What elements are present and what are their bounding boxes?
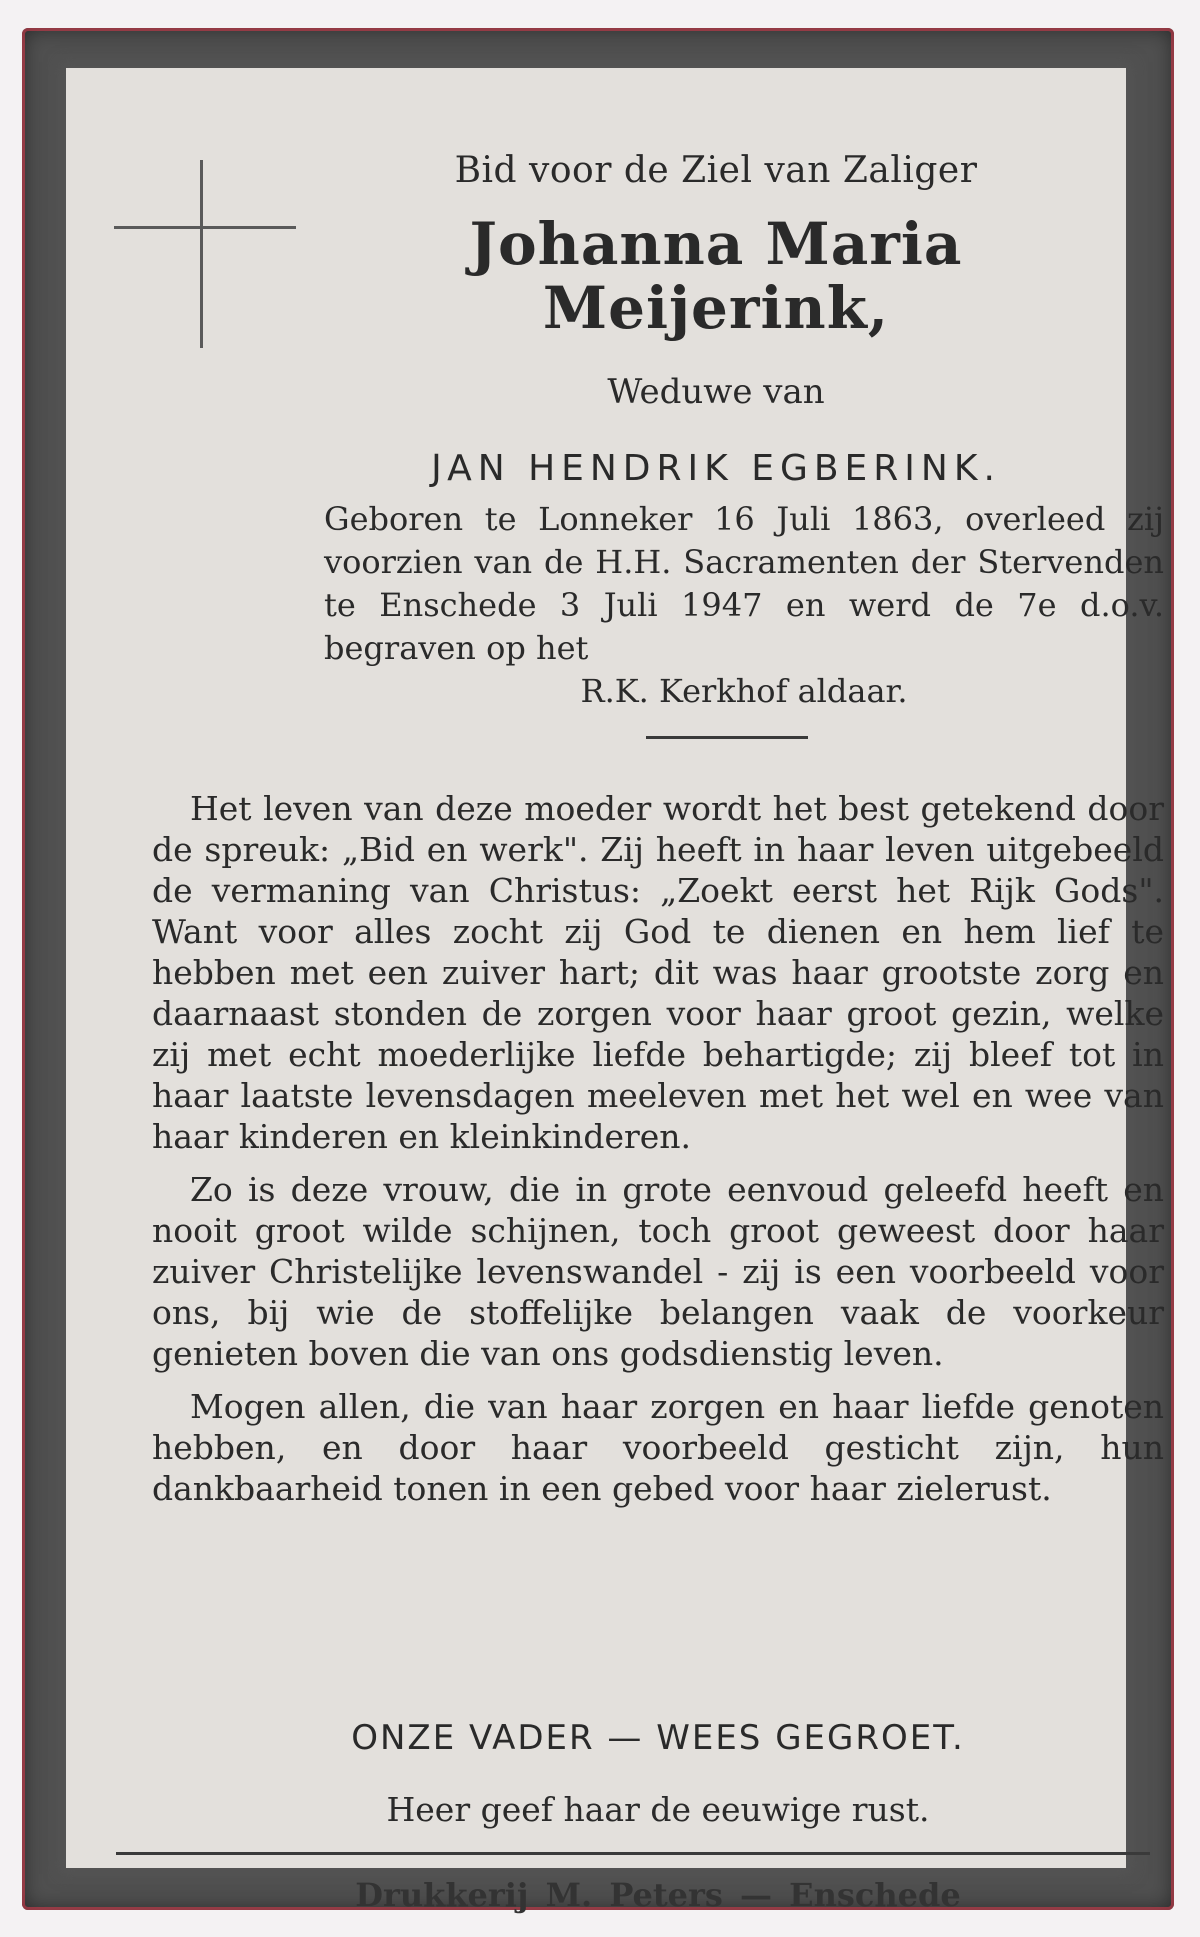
eulogy-paragraph: Het leven van deze moeder wordt het best getekend door de spreuk: „Bid en werk". Zij heeft in haar leven uitgebeeld de vermaning van Christus: „Zoekt eerst het Rijk Gods". Want voor alles zocht zij God te dienen en hem lief te hebben met een zuiver hart; dit was haar grootste zorg en daarnaast stonden de zorgen voor haar groot gezin, welke zij met echt moederlijke liefde behartigde; zij bleef tot in haar laatste levensdagen meeleven met het wel en wee van haar kinderen en kleinkinderen. [152,789,1164,1156]
birth-death-details [324,498,1164,713]
eulogy-text [152,788,1164,1521]
cross-icon-horizontal [114,226,296,229]
printer-credit: Drukkerij M. Peters — Enschede [355,1876,961,1914]
birth-death-text: Geboren te Lonneker 16 Juli 1863, overleed zij voorzien van de H.H. Sacramenten der Stervenden te Enschede 3 Juli 1947 en werd de 7e d.o.v. begraven op het [324,500,1164,667]
footer-divider [116,1852,1150,1855]
eternal-rest-line: Heer geef haar de eeuwige rust. [386,1790,930,1829]
memorial-card-frame [22,28,1174,1914]
memorial-card [66,68,1164,1914]
cross-icon-vertical [200,160,203,348]
prayer-line: Bid voor de Ziel van Zaliger [454,150,978,191]
widow-of-label: Weduwe van [607,372,825,413]
burial-place: R.K. Kerkhof aldaar. [580,672,908,710]
eulogy-paragraph: Zo is deze vrouw, die in grote eenvoud geleefd heeft en nooit groot wilde schijnen, toch groot geweest door haar zuiver Christelijke levenswandel - zij is een voorbeeld voor ons, bij wie de stoffelijke belangen vaak de voorkeur genieten boven die van ons godsdienstig leven. [152,1170,1164,1373]
closing-prayer: ONZE VADER — WEES GEGROET. [351,1718,965,1758]
card-header [286,148,1146,490]
eulogy-paragraph: Mogen allen, die van haar zorgen en haar liefde genoten hebben, en door haar voorbeeld gesticht zijn, hun dankbaarheid tonen in een gebed voor haar zielerust. [152,1387,1164,1508]
husband-name: JAN HENDRIK EGBERINK. [431,448,1001,490]
section-divider [646,736,808,739]
deceased-name: Johanna Maria Meijerink, [469,209,963,342]
